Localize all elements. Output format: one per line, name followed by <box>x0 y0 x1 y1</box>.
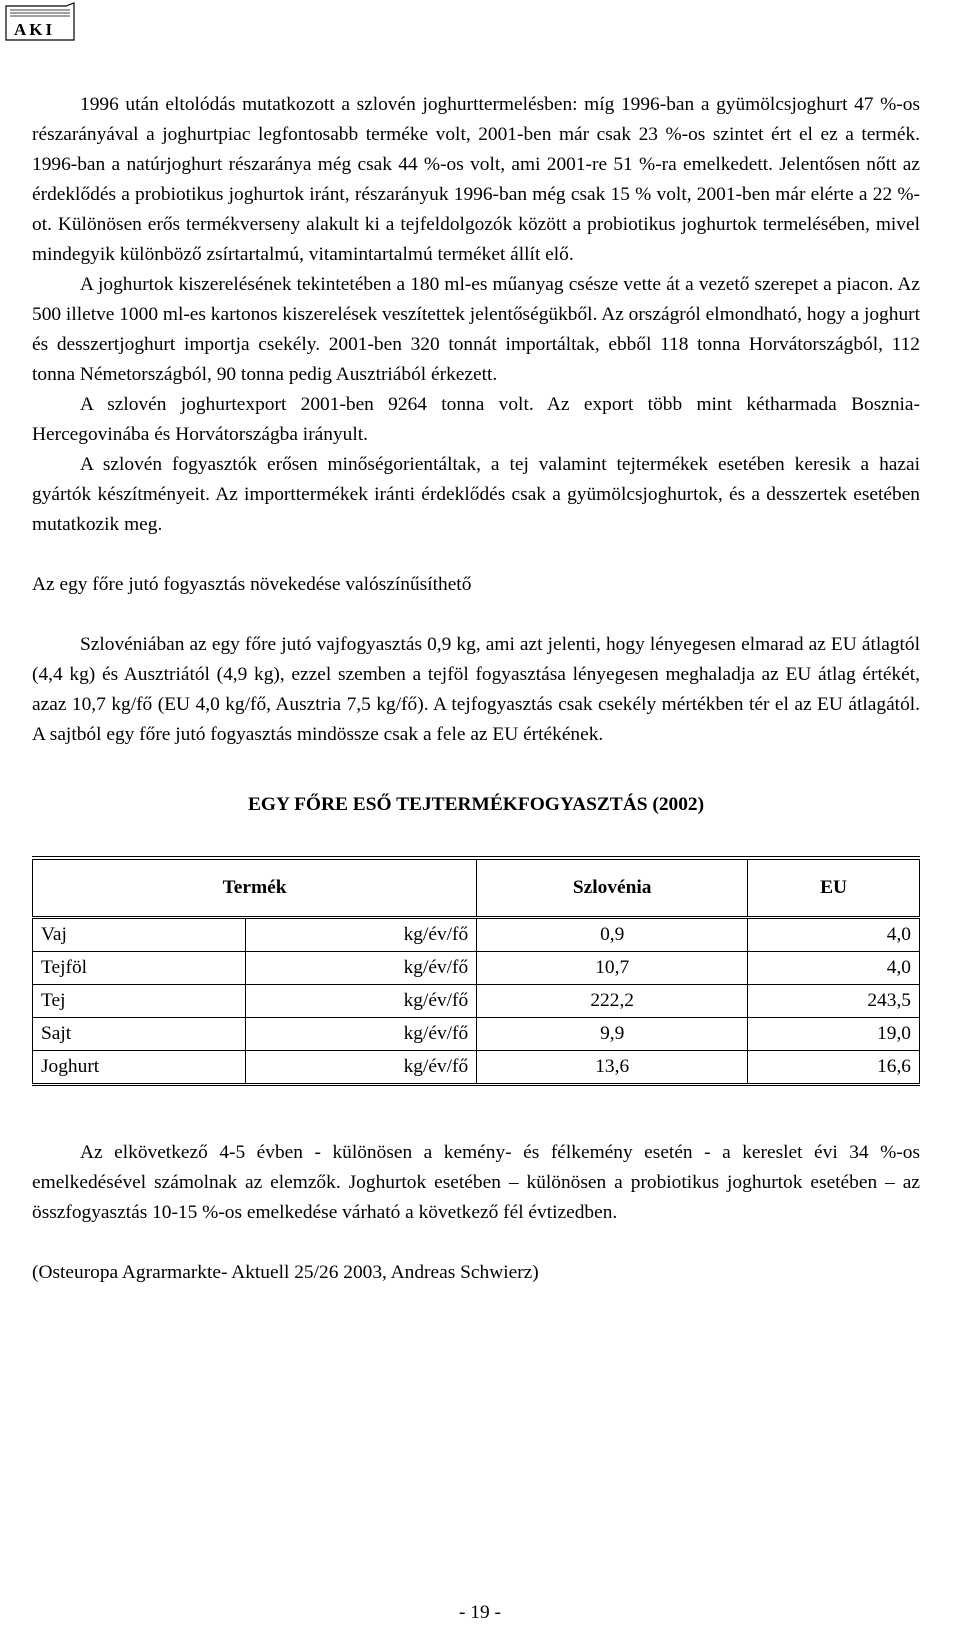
logo-text: AKI <box>14 20 56 39</box>
table-title: EGY FŐRE ESŐ TEJTERMÉKFOGYASZTÁS (2002) <box>247 794 705 815</box>
section-subheading: Az egy főre jutó fogyasztás növekedése valószínűsíthető <box>32 574 472 595</box>
paragraph-per-capita-consumption: Szlovéniában az egy főre jutó vajfogyasztás 0,9 kg, ami azt jelenti, hogy lényegesen elmarad az EU átlagtól (4,4 kg) és Ausztriától (4,9 kg), ezzel szemben a tejföl fogyasztása lényegesen meghaladja az EU átlag értékét, azaz 10,7 kg/fő (EU 4,0 kg/fő, Ausztria 7,5 kg/fő). A tejfogyasztás csak csekély mértékben tér el az EU átlagától. A sajtból egy főre jutó fogyasztás mindössze csak a fele az EU értékének. <box>32 634 920 745</box>
document-body <box>32 90 920 1288</box>
table-row <box>33 918 920 952</box>
cell-product: Sajt <box>33 1018 246 1051</box>
aki-logo <box>4 2 78 42</box>
cell-unit: kg/év/fő <box>245 1051 476 1085</box>
cell-slovenia: 10,7 <box>477 952 748 985</box>
cell-eu: 19,0 <box>748 1018 920 1051</box>
cell-unit: kg/év/fő <box>245 1018 476 1051</box>
paragraph-export: A szlovén joghurtexport 2001-ben 9264 tonna volt. Az export több mint kétharmada Bosznia-Hercegovinába és Horvátországba irányult. <box>32 394 920 445</box>
consumption-table <box>32 856 920 1086</box>
cell-unit: kg/év/fő <box>245 985 476 1018</box>
header-eu: EU <box>748 858 920 918</box>
cell-product: Joghurt <box>33 1051 246 1085</box>
page-number: - 19 - <box>458 1602 501 1623</box>
cell-eu: 16,6 <box>748 1051 920 1085</box>
cell-eu: 4,0 <box>748 918 920 952</box>
table-header-row <box>33 858 920 918</box>
cell-eu: 243,5 <box>748 985 920 1018</box>
header-slovenia: Szlovénia <box>477 858 748 918</box>
table-row <box>33 1051 920 1085</box>
source-citation: (Osteuropa Agrarmarkte- Aktuell 25/26 2003, Andreas Schwierz) <box>32 1262 539 1283</box>
table-row <box>33 1018 920 1051</box>
header-product: Termék <box>33 858 477 918</box>
cell-unit: kg/év/fő <box>245 952 476 985</box>
table-row <box>33 952 920 985</box>
cell-unit: kg/év/fő <box>245 918 476 952</box>
cell-product: Tejföl <box>33 952 246 985</box>
paragraph-yoghurt-production: 1996 után eltolódás mutatkozott a szlovén joghurttermelésben: míg 1996-ban a gyümölcsjoghurt 47 %-os részarányával a joghurtpiac legfontosabb terméke volt, 2001-ben már csak 23 %-os szintet ért el ez a termék. 1996-ban a natúrjoghurt részaránya még csak 44 %-os volt, ami 2001-re 51 %-ra emelkedett. Jelentősen nőtt az érdeklődés a probiotikus joghurtok iránt, részarányuk 1996-ban még csak 15 % volt, 2001-ben már elérte a 22 %-ot. Különösen erős termékverseny alakult ki a tejfeldolgozók között a probiotikus joghurtok termelésében, mivel mindegyik különböző zsírtartalmú, vitamintartalmú terméket állít elő. <box>32 94 920 265</box>
cell-product: Tej <box>33 985 246 1018</box>
cell-product: Vaj <box>33 918 246 952</box>
paragraph-packaging-import: A joghurtok kiszerelésének tekintetében a 180 ml-es műanyag csésze vette át a vezető szerepet a piacon. Az 500 illetve 1000 ml-es kartonos kiszerelések veszítettek jelentőségükből. Az országról elmondható, hogy a joghurt és desszertjoghurt importja csekély. 2001-ben 320 tonnát importáltak, ebből 118 tonna Horvátországból, 112 tonna Németországból, 90 tonna pedig Ausztriából érkezett. <box>32 274 920 385</box>
table-row <box>33 985 920 1018</box>
cell-slovenia: 222,2 <box>477 985 748 1018</box>
cell-slovenia: 13,6 <box>477 1051 748 1085</box>
cell-slovenia: 0,9 <box>477 918 748 952</box>
cell-eu: 4,0 <box>748 952 920 985</box>
paragraph-consumers: A szlovén fogyasztók erősen minőségorientáltak, a tej valamint tejtermékek esetében keresik a hazai gyártók készítményeit. Az importtermékek iránti érdeklődés csak a gyümölcsjoghurtok, és a desszertek esetében mutatkozik meg. <box>32 454 920 535</box>
cell-slovenia: 9,9 <box>477 1018 748 1051</box>
paragraph-outlook: Az elkövetkező 4-5 évben - különösen a kemény- és félkemény esetén - a kereslet évi 34 %-os emelkedésével számolnak az elemzők. Joghurtok esetében – különösen a probiotikus joghurtok esetében – az összfogyasztás 10-15 %-os emelkedése várható a következő fél évtizedben. <box>32 1142 920 1223</box>
